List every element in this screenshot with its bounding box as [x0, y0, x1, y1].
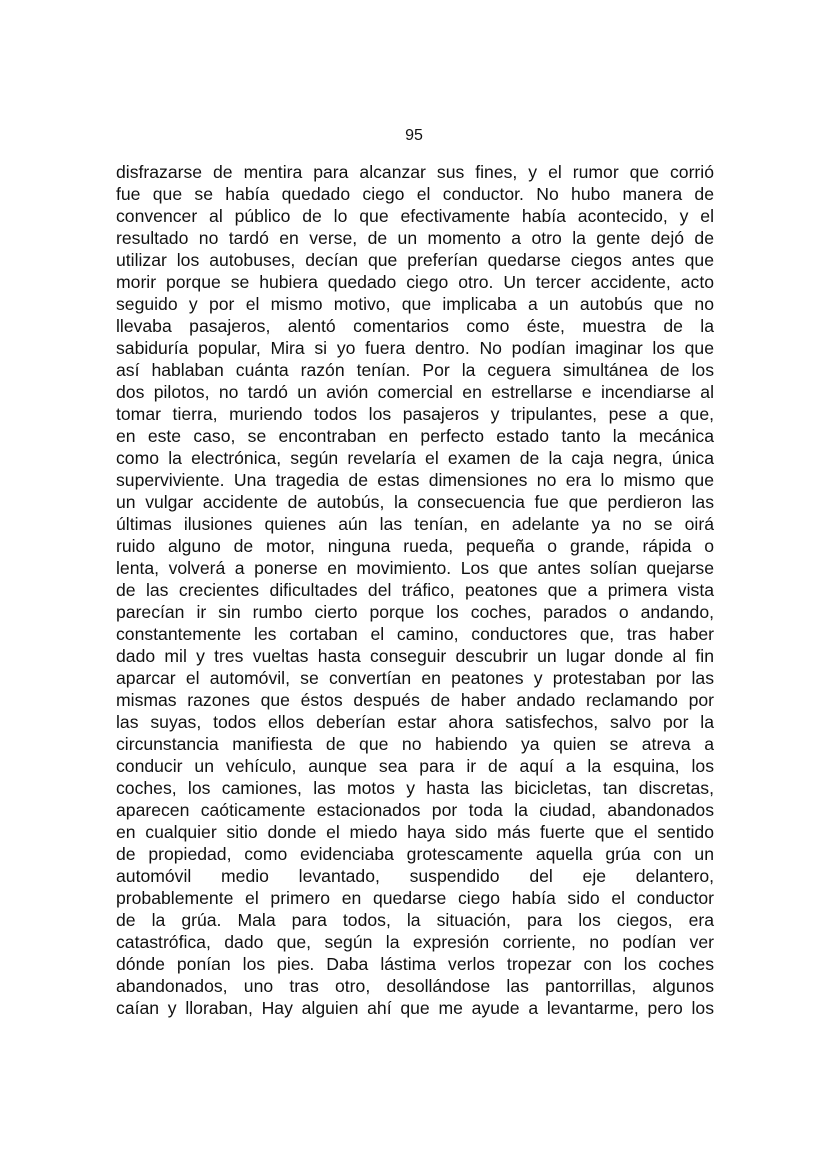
text-line: caían y lloraban, Hay alguien ahí que me ayude a levantarme, pero los: [116, 998, 714, 1018]
body-text: [116, 161, 714, 1019]
text-line: utilizar los autobuses, decían que preferían quedarse ciegos antes que: [116, 250, 714, 270]
text-line: seguido y por el mismo motivo, que implicaba a un autobús que no: [116, 294, 714, 314]
text-line: automóvil medio levantado, suspendido del eje delantero,: [116, 866, 714, 886]
text-line: mismas razones que éstos después de haber andado reclamando por: [116, 690, 714, 710]
text-line: como la electrónica, según revelaría el examen de la caja negra, única: [116, 448, 714, 468]
text-line: dado mil y tres vueltas hasta conseguir descubrir un lugar donde al fin: [116, 646, 714, 666]
text-line: sabiduría popular, Mira si yo fuera dentro. No podían imaginar los que: [116, 338, 714, 358]
text-line: las suyas, todos ellos deberían estar ahora satisfechos, salvo por la: [116, 712, 714, 732]
text-line: abandonados, uno tras otro, desollándose las pantorrillas, algunos: [116, 976, 714, 996]
text-line: en este caso, se encontraban en perfecto estado tanto la mecánica: [116, 426, 714, 446]
text-line: tomar tierra, muriendo todos los pasajeros y tripulantes, pese a que,: [116, 404, 714, 424]
text-line: llevaba pasajeros, alentó comentarios como éste, muestra de la: [116, 316, 714, 336]
text-line: constantemente les cortaban el camino, conductores que, tras haber: [116, 624, 714, 644]
text-line: en cualquier sitio donde el miedo haya sido más fuerte que el sentido: [116, 822, 714, 842]
page-number: 95: [405, 127, 423, 144]
text-line: lenta, volverá a ponerse en movimiento. Los que antes solían quejarse: [116, 558, 714, 578]
text-line: disfrazarse de mentira para alcanzar sus fines, y el rumor que corrió: [116, 162, 714, 182]
text-line: ruido alguno de motor, ninguna rueda, pequeña o grande, rápida o: [116, 536, 714, 556]
text-line: morir porque se hubiera quedado ciego otro. Un tercer accidente, acto: [116, 272, 714, 292]
text-line: superviviente. Una tragedia de estas dimensiones no era lo mismo que: [116, 470, 714, 490]
text-line: dos pilotos, no tardó un avión comercial en estrellarse e incendiarse al: [116, 382, 714, 402]
text-line: parecían ir sin rumbo cierto porque los coches, parados o andando,: [116, 602, 714, 622]
text-line: de las crecientes dificultades del tráfico, peatones que a primera vista: [116, 580, 714, 600]
text-line: de la grúa. Mala para todos, la situación, para los ciegos, era: [116, 910, 714, 930]
text-line: últimas ilusiones quienes aún las tenían, en adelante ya no se oirá: [116, 514, 714, 534]
text-line: dónde ponían los pies. Daba lástima verlos tropezar con los coches: [116, 954, 714, 974]
text-line: fue que se había quedado ciego el conductor. No hubo manera de: [116, 184, 714, 204]
text-line: probablemente el primero en quedarse ciego había sido el conductor: [116, 888, 714, 908]
text-line: aparecen caóticamente estacionados por toda la ciudad, abandonados: [116, 800, 714, 820]
text-line: convencer al público de lo que efectivamente había acontecido, y el: [116, 206, 714, 226]
text-line: catastrófica, dado que, según la expresión corriente, no podían ver: [116, 932, 714, 952]
text-line: coches, los camiones, las motos y hasta las bicicletas, tan discretas,: [116, 778, 714, 798]
text-line: circunstancia manifiesta de que no habiendo ya quien se atreva a: [116, 734, 714, 754]
text-line: resultado no tardó en verse, de un momento a otro la gente dejó de: [116, 228, 714, 248]
text-line: aparcar el automóvil, se convertían en peatones y protestaban por las: [116, 668, 714, 688]
text-line: así hablaban cuánta razón tenían. Por la ceguera simultánea de los: [116, 360, 714, 380]
text-line: conducir un vehículo, aunque sea para ir de aquí a la esquina, los: [116, 756, 714, 776]
text-line: de propiedad, como evidenciaba grotescamente aquella grúa con un: [116, 844, 714, 864]
text-line: un vulgar accidente de autobús, la consecuencia fue que perdieron las: [116, 492, 714, 512]
